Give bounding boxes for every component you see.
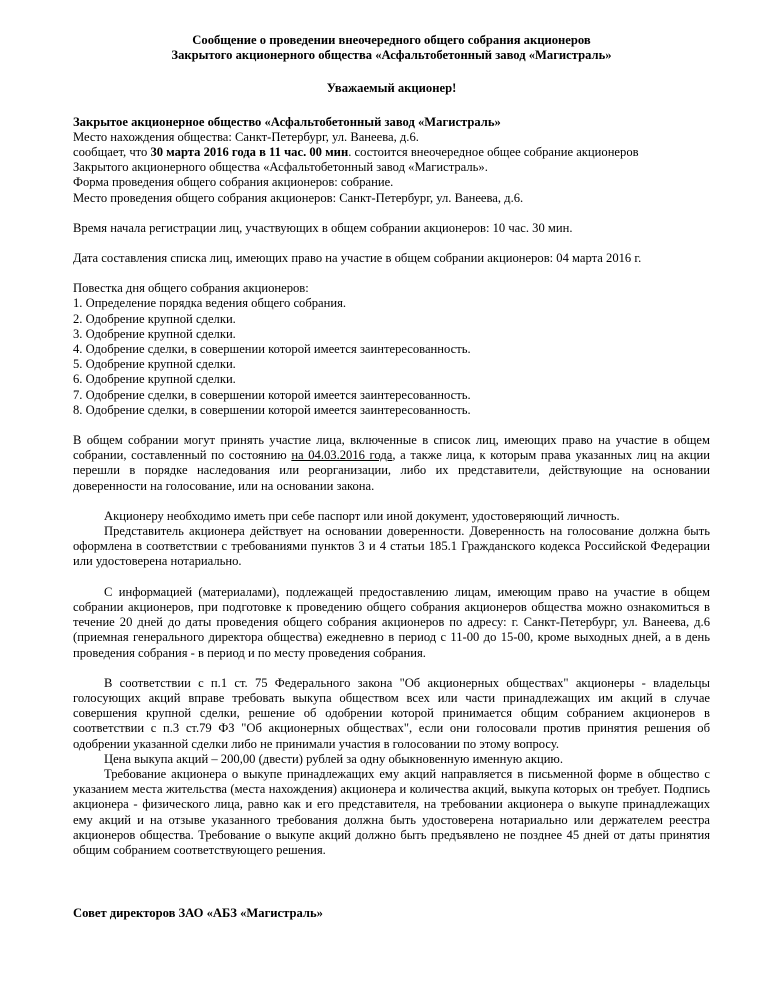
agenda-item: 8. Одобрение сделки, в совершении которой имеется заинтересованность. — [73, 402, 471, 417]
list-date: Дата составления списка лиц, имеющих право на участие в общем собрании акционеров: 04 марта 2016 г. — [73, 251, 642, 266]
agenda-item: 7. Одобрение сделки, в совершении которой имеется заинтересованность. — [73, 387, 471, 402]
agenda-item: 5. Одобрение крупной сделки. — [73, 357, 236, 372]
agenda-item: 3. Одобрение крупной сделки. — [73, 326, 236, 341]
agenda — [73, 281, 710, 418]
greeting: Уважаемый акционер! — [326, 81, 457, 96]
meeting-place: Место проведения общего собрания акционеров: Санкт-Петербург, ул. Ванеева, д.6. — [73, 190, 524, 205]
registration-time: Время начала регистрации лиц, участвующих в общем собрании акционеров: 10 час. 30 мин. — [73, 220, 573, 235]
company-location: Место нахождения общества: Санкт-Петербург, ул. Ванеева, д.6. — [73, 129, 419, 144]
buyback-block — [73, 676, 710, 858]
meeting-date: 30 марта 2016 года в 11 час. 00 мин — [150, 145, 349, 160]
participants-text-after: , а также лица, к которым права указанных лиц на акции перешли в порядке наследования или реорганизации, либо их представители, действующие на основании доверенности на голосование, или на основании закона. — [73, 448, 710, 493]
meeting-notice — [73, 145, 710, 160]
agenda-item: 4. Одобрение сделки, в совершении которой имеется заинтересованность. — [73, 342, 471, 357]
agenda-item: 2. Одобрение крупной сделки. — [73, 311, 236, 326]
document-title-line-2: Закрытого акционерного общества «Асфальтобетонный завод «Магистраль» — [171, 48, 612, 63]
signature: Совет директоров ЗАО «АБЗ «Магистраль» — [73, 906, 323, 921]
agenda-list — [73, 296, 710, 418]
notice-suffix: . состоится внеочередное общее собрание акционеров — [348, 145, 639, 160]
notice-prefix: сообщает, что — [73, 145, 151, 160]
agenda-heading: Повестка дня общего собрания акционеров: — [73, 281, 309, 296]
company-name: Закрытое акционерное общество «Асфальтобетонный завод «Магистраль» — [73, 114, 501, 129]
participants-text-before: В общем собрании могут принять участие лица, включенные в список лиц, имеющих право на участие в общем собрании, составленный по состоянию — [73, 433, 710, 463]
record-date: на 04.03.2016 года — [291, 448, 393, 463]
agenda-item: 1. Определение порядка ведения общего собрания. — [73, 296, 347, 311]
participants-paragraph — [73, 433, 710, 494]
meeting-notice-line-2: Закрытого акционерного общества «Асфальтобетонный завод «Магистраль». — [73, 160, 488, 175]
proxy-requirement: Представитель акционера действует на основании доверенности. Доверенность на голосование должна быть оформлена в соответствии с требованиями пунктов 3 и 4 статьи 185.1 Гражданского кодекса Российской Федерации или удостоверена нотариально. — [73, 524, 710, 569]
intro-block — [73, 115, 710, 206]
meeting-form: Форма проведения общего собрания акционеров: собрание. — [73, 175, 394, 190]
document-title-line-1: Сообщение о проведении внеочередного общего собрания акционеров — [192, 33, 591, 47]
documents-block — [73, 509, 710, 570]
passport-requirement: Акционеру необходимо иметь при себе паспорт или иной документ, удостоверяющий личность. — [104, 508, 620, 523]
materials-paragraph: С информацией (материалами), подлежащей предоставлению лицам, имеющим право на участие в общем собрании акционеров, при подготовке к проведению общего собрания акционеров общества можно ознакомиться в течение 20 дней до даты проведения общего собрания акционеров по адресу: г. Санкт-Петербург, ул. Ванеева, д.6 (приемная генерального директора общества) ежедневно в период с 11-00 до 15-00, кроме выходных дней, а в день проведения собрания - в период и по месту проведения собрания. — [73, 584, 710, 660]
buyback-right: В соответствии с п.1 ст. 75 Федерального закона "Об акционерных обществах" акционеры - владельцы голосующих акций вправе требовать выкупа обществом всех или части принадлежащих им акций в случае совершения крупной сделки, решение об одобрении которой принимается общим собранием акционеров в соответствии с п.3 ст.79 ФЗ "Об акционерных обществах", если они голосовали против принятия решения об одобрении указанной сделки либо не принимали участия в голосовании по этому вопросу. — [73, 675, 710, 751]
agenda-item: 6. Одобрение крупной сделки. — [73, 372, 236, 387]
buyback-requirement: Требование акционера о выкупе принадлежащих ему акций направляется в письменной форме в общество с указанием места жительства (места нахождения) акционера и количества акций, выкупа которых он требует. Подпись акционера - физического лица, равно как и его представителя, на требовании акционера о выкупе принадлежащих ему акций и на отзыве указанного требования должна быть удостоверена нотариально или держателем реестра акционеров общества. Требование о выкупе акций должно быть предъявлено не позднее 45 дней от даты принятия общим собранием соответствующего решения. — [73, 766, 710, 857]
buyback-price: Цена выкупа акций – 200,00 (двести) рублей за одну обыкновенную именную акцию. — [104, 751, 563, 766]
